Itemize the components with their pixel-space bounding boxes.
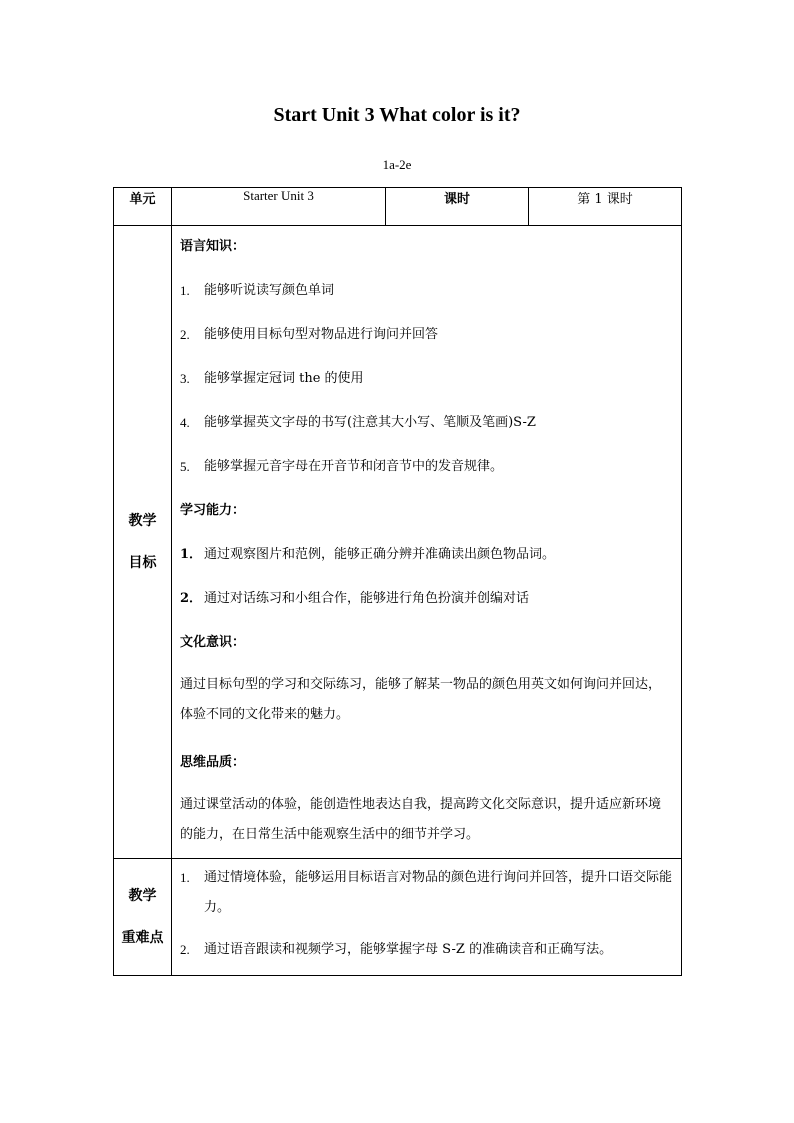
key-points-row — [114, 859, 682, 976]
language-item — [180, 406, 673, 450]
ability-item-text: 通过观察图片和范例，能够正确分辨并准确读出颜色物品词。 — [204, 547, 556, 562]
language-item — [180, 274, 673, 318]
language-item — [180, 318, 673, 362]
culture-text: 通过目标句型的学习和交际练习，能够了解某一物品的颜色用英文如何询问并回达，体验不同的文化带来的魅力。 — [180, 677, 662, 722]
language-item-number: 5. — [180, 459, 190, 474]
period-label: 课时 — [386, 188, 529, 226]
language-heading: 语言知识： — [180, 239, 246, 254]
unit-value: Starter Unit 3 — [172, 188, 386, 226]
objectives-label — [114, 226, 172, 859]
language-item — [180, 362, 673, 406]
objectives-label-line1: 教学 — [128, 513, 157, 529]
language-item-text: 能够使用目标句型对物品进行询问并回答 — [204, 327, 439, 342]
key-point-number: 2. — [180, 942, 190, 957]
ability-item — [180, 538, 673, 582]
language-item-text: 能够掌握元音字母在开音节和闭音节中的发音规律。 — [204, 459, 504, 474]
key-point-item — [180, 863, 673, 923]
objectives-label-line2: 目标 — [128, 555, 157, 571]
ability-heading: 学习能力： — [180, 503, 246, 518]
language-item — [180, 450, 673, 494]
ability-item — [180, 582, 673, 626]
language-item-number: 3. — [180, 371, 190, 386]
key-point-text: 通过语音跟读和视频学习，能够掌握字母 S-Z 的准确读音和正确写法。 — [204, 942, 613, 957]
period-value: 第 1 课时 — [529, 188, 682, 226]
header-row — [114, 188, 682, 226]
key-point-item — [180, 935, 673, 965]
unit-label: 单元 — [114, 188, 172, 226]
language-item-text: 能够掌握英文字母的书写(注意其大小写、笔顺及笔画)S-Z — [204, 415, 536, 430]
objectives-content — [172, 226, 682, 859]
ability-item-number: 2． — [180, 591, 203, 606]
culture-heading: 文化意识： — [180, 635, 246, 650]
language-item-number: 2. — [180, 327, 190, 342]
language-item-number: 1. — [180, 283, 190, 298]
objectives-row — [114, 226, 682, 859]
lesson-plan-table — [113, 187, 682, 976]
document-subtitle: 1a-2e — [382, 157, 412, 172]
key-point-text: 通过情境体验，能够运用目标语言对物品的颜色进行询问并回答，提升口语交际能力。 — [204, 870, 673, 915]
ability-item-text: 通过对话练习和小组合作，能够进行角色扮演并创编对话 — [204, 591, 530, 606]
language-item-text: 能够听说读写颜色单词 — [204, 283, 335, 298]
language-item-text: 能够掌握定冠词 the 的使用 — [204, 371, 364, 386]
thinking-heading: 思维品质： — [180, 755, 246, 770]
key-points-content — [172, 859, 682, 976]
key-points-label-line2: 重难点 — [121, 930, 164, 946]
language-item-number: 4. — [180, 415, 190, 430]
key-point-number: 1. — [180, 870, 190, 885]
key-points-label-line1: 教学 — [128, 888, 157, 904]
ability-item-number: 1． — [180, 547, 203, 562]
key-points-label — [114, 859, 172, 976]
thinking-text: 通过课堂活动的体验，能创造性地表达自我，提高跨文化交际意识，提升适应新环境的能力，在日常生活中能观察生活中的细节并学习。 — [180, 797, 662, 842]
document-title: Start Unit 3 What color is it? — [273, 104, 521, 126]
